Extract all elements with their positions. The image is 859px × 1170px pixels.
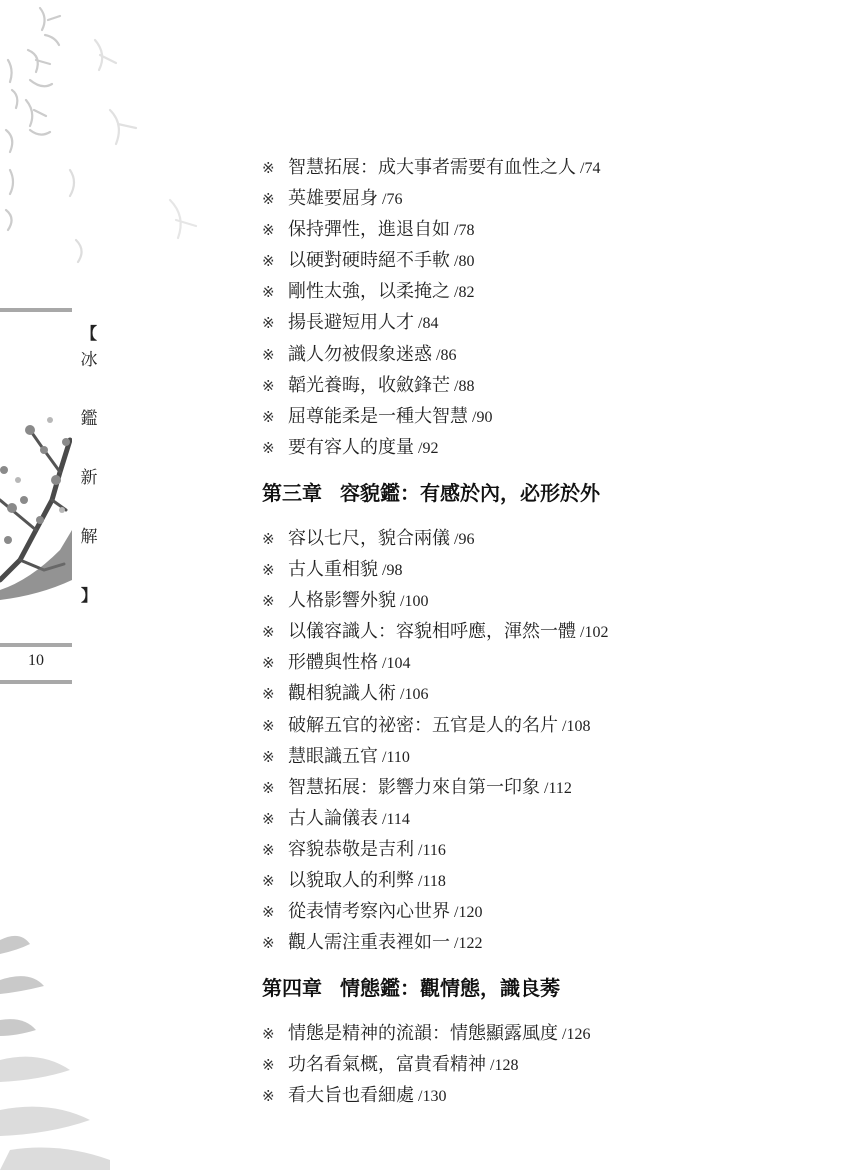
- chapter-heading-3: [262, 465, 842, 521]
- entry-title: 古人論儀表: [288, 807, 378, 829]
- entry-title: 剛性太強，以柔掩之: [288, 281, 450, 303]
- bullet-icon: ※: [262, 685, 275, 704]
- title-char-1: 冰: [80, 350, 98, 370]
- bullet-icon: ※: [262, 623, 275, 642]
- entry-page: /96: [454, 530, 475, 548]
- entry-page: /92: [418, 439, 439, 457]
- chapter-number: 第四章: [262, 976, 322, 1001]
- pagenum-bottom-rule: [0, 680, 72, 684]
- toc-entry: [262, 647, 842, 678]
- toc-entry: [262, 865, 842, 896]
- entry-title: 以儀容識人：容貌相呼應，渾然一體: [288, 621, 576, 643]
- entry-page: /90: [472, 408, 493, 426]
- landscape-painting: [0, 920, 120, 1170]
- entry-title: 古人重相貌: [288, 559, 378, 581]
- entry-title: 容以七尺，貌合兩儀: [288, 527, 450, 549]
- toc-entry: [262, 339, 842, 370]
- plum-blossom-painting: [0, 380, 72, 600]
- bullet-icon: ※: [262, 778, 275, 797]
- entry-title: 智慧拓展：成大事者需要有血性之人: [288, 157, 576, 178]
- bullet-icon: ※: [262, 654, 275, 673]
- entry-title: 觀人需注重表裡如一: [288, 932, 450, 954]
- toc-entry: [262, 1080, 842, 1111]
- toc-entry: [262, 523, 842, 554]
- toc-entry: [262, 401, 842, 432]
- toc-entry: [262, 927, 842, 958]
- chapter-title: 情態鑑：觀情態，識良莠: [340, 976, 560, 1001]
- bullet-icon: ※: [262, 561, 275, 580]
- entry-title: 慧眼識五官: [288, 745, 378, 767]
- toc-entry: [262, 214, 842, 245]
- bullet-icon: ※: [262, 747, 275, 766]
- chapter-title: 容貌鑑：有感於內，必形於外: [340, 480, 600, 505]
- bullet-icon: ※: [262, 221, 275, 240]
- toc-entry: [262, 307, 842, 338]
- entry-title: 形體與性格: [288, 652, 378, 674]
- bullet-icon: ※: [262, 871, 275, 890]
- entry-page: /98: [382, 562, 403, 580]
- bracket-open: 【: [80, 324, 97, 343]
- toc-entry: [262, 741, 842, 772]
- entry-page: /100: [400, 593, 429, 611]
- toc-entry: [262, 616, 842, 647]
- title-char-3: 新: [80, 468, 98, 488]
- bullet-icon: ※: [262, 159, 275, 177]
- title-char-2: 鑑: [80, 409, 98, 429]
- bullet-icon: ※: [262, 1056, 275, 1075]
- bullet-icon: ※: [262, 934, 275, 953]
- toc-entry: [262, 834, 842, 865]
- bullet-icon: ※: [262, 190, 275, 209]
- bullet-icon: ※: [262, 840, 275, 859]
- entry-title: 看大旨也看細處: [288, 1085, 414, 1107]
- entry-title: 要有容人的度量: [288, 436, 414, 458]
- entry-page: /108: [562, 717, 591, 735]
- toc-entry: [262, 896, 842, 927]
- chapter-number: 第三章: [262, 480, 322, 505]
- entry-page: /86: [436, 346, 457, 364]
- entry-title: 從表情考察內心世界: [288, 901, 450, 923]
- entry-title: 破解五官的祕密：五官是人的名片: [288, 714, 558, 736]
- toc-entry: [262, 710, 842, 741]
- entry-title: 保持彈性，進退自如: [288, 219, 450, 241]
- toc-entry: [262, 585, 842, 616]
- pagenum-top-rule: [0, 643, 72, 647]
- bullet-icon: ※: [262, 252, 275, 271]
- entry-page: /74: [580, 160, 601, 177]
- entry-page: /120: [454, 904, 483, 922]
- margin-decoration: [0, 0, 130, 1170]
- entry-page: /110: [382, 748, 410, 766]
- entry-page: /118: [418, 872, 446, 890]
- entry-title: 智慧拓展：影響力來自第一印象: [288, 776, 540, 798]
- bracket-close: 】: [80, 586, 97, 605]
- calligraphy-watermark: [0, 0, 230, 290]
- entry-page: /130: [418, 1088, 447, 1106]
- toc-entry: [262, 152, 842, 183]
- entry-page: /102: [580, 624, 609, 642]
- chapter-heading-4: [262, 960, 842, 1016]
- bullet-icon: ※: [262, 438, 275, 457]
- title-char-4: 解: [80, 527, 98, 547]
- entry-title: 容貌恭敬是吉利: [288, 838, 414, 860]
- bullet-icon: ※: [262, 345, 275, 364]
- toc-entry: [262, 432, 842, 463]
- toc-entry: [262, 803, 842, 834]
- entry-title: 以貌取人的利弊: [288, 869, 414, 891]
- toc-entry: [262, 1018, 842, 1049]
- entry-title: 韜光養晦，收斂鋒芒: [288, 374, 450, 396]
- entry-page: /114: [382, 810, 410, 828]
- bullet-icon: ※: [262, 1087, 275, 1106]
- page-number: 10: [28, 652, 44, 669]
- bullet-icon: ※: [262, 376, 275, 395]
- entry-title: 人格影響外貌: [288, 590, 396, 612]
- entry-title: 功名看氣概，富貴看精神: [288, 1054, 486, 1076]
- bullet-icon: ※: [262, 716, 275, 735]
- entry-page: /104: [382, 655, 411, 673]
- toc-entry: [262, 1049, 842, 1080]
- entry-page: /82: [454, 284, 475, 302]
- entry-page: /76: [382, 191, 403, 209]
- entry-page: /106: [400, 686, 429, 704]
- bullet-icon: ※: [262, 529, 275, 548]
- book-title-vertical: [74, 326, 104, 614]
- bullet-icon: ※: [262, 1025, 275, 1044]
- bullet-icon: ※: [262, 407, 275, 426]
- entry-page: /88: [454, 377, 475, 395]
- entry-title: 情態是精神的流韻：情態顯露風度: [288, 1023, 558, 1045]
- bullet-icon: ※: [262, 592, 275, 611]
- bullet-icon: ※: [262, 903, 275, 922]
- entry-page: /78: [454, 222, 475, 240]
- entry-title: 屈尊能柔是一種大智慧: [288, 405, 468, 427]
- entry-page: /116: [418, 841, 446, 859]
- bullet-icon: ※: [262, 314, 275, 333]
- toc-entry: [262, 370, 842, 401]
- entry-title: 識人勿被假象迷惑: [288, 343, 432, 365]
- entry-page: /122: [454, 935, 483, 953]
- entry-page: /126: [562, 1026, 591, 1044]
- entry-title: 以硬對硬時絕不手軟: [288, 250, 450, 272]
- entry-title: 觀相貌識人術: [288, 683, 396, 705]
- bullet-icon: ※: [262, 283, 275, 302]
- table-of-contents: [262, 152, 842, 1112]
- toc-entry: [262, 276, 842, 307]
- toc-entry: [262, 678, 842, 709]
- toc-entry: [262, 183, 842, 214]
- toc-entry: [262, 772, 842, 803]
- entry-title: 英雄要屈身: [288, 188, 378, 210]
- entry-page: /84: [418, 315, 439, 333]
- entry-title: 揚長避短用人才: [288, 312, 414, 334]
- top-rule: [0, 308, 72, 312]
- toc-entry: [262, 554, 842, 585]
- toc-entry: [262, 245, 842, 276]
- entry-page: /80: [454, 253, 475, 271]
- entry-page: /112: [544, 779, 572, 797]
- entry-page: /128: [490, 1057, 519, 1075]
- bullet-icon: ※: [262, 809, 275, 828]
